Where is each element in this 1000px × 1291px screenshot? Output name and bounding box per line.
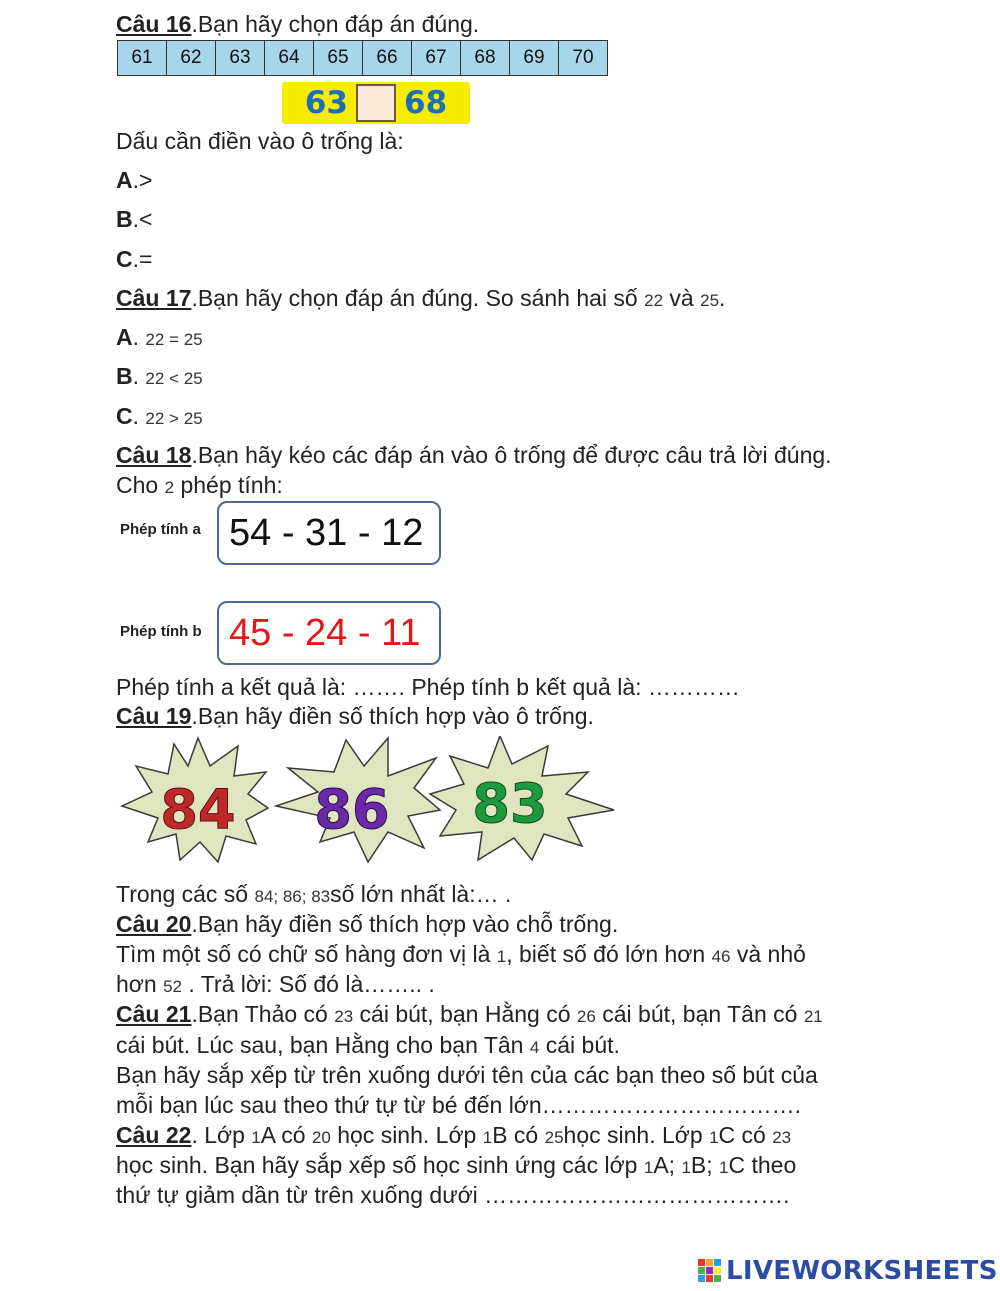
q20-title: Câu 20: [116, 911, 192, 937]
q16-text: .Bạn hãy chọn đáp án đúng.: [191, 11, 480, 37]
q22-num-8: 1: [681, 1158, 691, 1177]
option-text: .<: [132, 206, 153, 232]
q20-line2: [116, 970, 435, 1001]
q18-title: Câu 18: [116, 442, 192, 468]
q22-line3: thứ tự giảm dần từ trên xuống dưới ………………………………….: [116, 1182, 790, 1208]
q20-heading: [116, 910, 618, 938]
strip-cell: 67: [412, 41, 461, 75]
q22-num-5: 1: [709, 1128, 719, 1147]
q22-text-9: B;: [690, 1152, 720, 1178]
option-text: 22 = 25: [145, 330, 203, 349]
liveworksheets-logo: [698, 1256, 998, 1286]
op-b-box: 45 - 24 - 11: [217, 601, 441, 665]
q17-and: và: [663, 285, 701, 311]
strip-cell: 65: [314, 41, 363, 75]
q20-text-2: , biết số đó lớn hơn: [506, 941, 712, 967]
option-letter: C: [116, 403, 133, 429]
strip-cell: 62: [167, 41, 216, 75]
q21-num-1: 23: [334, 1007, 354, 1026]
q18-heading: [116, 441, 832, 469]
q22-text-3: học sinh. Lớp: [330, 1122, 483, 1148]
q21-text-3: cái bút, bạn Tân có: [595, 1001, 804, 1027]
compare-blank-input[interactable]: [356, 84, 396, 122]
q21-text-5: cái bút.: [539, 1032, 620, 1058]
option-letter: A: [116, 324, 133, 350]
q22-num-3: 1: [482, 1128, 493, 1147]
strip-cell: 64: [265, 41, 314, 75]
q22-num-2: 20: [311, 1128, 331, 1147]
q22-line1: [116, 1121, 791, 1152]
strip-cell: 61: [118, 41, 167, 75]
q22-line2: [116, 1151, 796, 1182]
q22-num-7: 1: [643, 1158, 654, 1177]
q21-title: Câu 21: [116, 1001, 192, 1027]
q21-num-2: 26: [576, 1007, 596, 1026]
star-number-83: 83: [472, 772, 548, 835]
q19-numbers: 84; 86; 83: [254, 887, 331, 906]
q20-text-1: Tìm một số có chữ số hàng đơn vị là: [116, 941, 497, 967]
op-b-label: Phép tính b: [120, 623, 202, 640]
q21-num-4: 4: [529, 1038, 540, 1057]
q16-title: Câu 16: [116, 11, 192, 37]
option-letter: A: [116, 167, 133, 193]
q19-line-end: số lớn nhất là:… .: [330, 881, 512, 907]
q19-title: Câu 19: [116, 703, 192, 729]
q22-num-9: 1: [719, 1158, 729, 1177]
option-letter: B: [116, 206, 133, 232]
q21-line1: [116, 1000, 823, 1031]
q22-text-1: . Lớp: [191, 1122, 252, 1148]
q21-text-4: cái bút. Lúc sau, bạn Hằng cho bạn Tân: [116, 1032, 530, 1058]
q16-option-b[interactable]: [116, 205, 152, 233]
q17-option-b[interactable]: B. 22 < 25: [116, 363, 203, 389]
q22-text-10: C theo: [728, 1152, 797, 1178]
q22-text-4: B có: [492, 1122, 545, 1148]
star-number-84: 84: [160, 778, 236, 841]
strip-cell: 69: [510, 41, 559, 75]
q22-text-2: A có: [260, 1122, 312, 1148]
q20-text: .Bạn hãy điền số thích hợp vào chỗ trống.: [191, 911, 619, 937]
q18-count: 2: [164, 478, 175, 497]
q22-num-1: 1: [251, 1128, 261, 1147]
q17-end: .: [719, 285, 726, 311]
q22-title: Câu 22: [116, 1122, 192, 1148]
q18-line2-text: Cho: [116, 472, 165, 498]
liveworksheets-icon: [698, 1259, 722, 1283]
strip-cell: 66: [363, 41, 412, 75]
q17-option-c[interactable]: C. 22 > 25: [116, 403, 203, 429]
q21-line4: mỗi bạn lúc sau theo thứ tự từ bé đến lớn…………………………….: [116, 1092, 802, 1118]
q18-line2-end: phép tính:: [174, 472, 283, 498]
option-letter: C: [116, 246, 133, 272]
option-text: 22 > 25: [145, 409, 203, 428]
q19-text: .Bạn hãy điền số thích hợp vào ô trống.: [191, 703, 594, 729]
q16-heading: [116, 10, 479, 38]
op-a-box: 54 - 31 - 12: [217, 501, 441, 565]
q20-num-1: 1: [496, 947, 507, 966]
strip-cell: 68: [461, 41, 510, 75]
option-text: 22 < 25: [145, 369, 203, 388]
q21-text-2: cái bút, bạn Hằng có: [353, 1001, 577, 1027]
q17-number-1: 22: [644, 291, 664, 310]
q16-prompt: Dấu cần điền vào ô trống là:: [116, 128, 404, 154]
q21-num-3: 21: [803, 1007, 823, 1026]
q17-number-2: 25: [700, 291, 720, 310]
q20-line1: [116, 940, 806, 971]
q22-text-8: A;: [653, 1152, 682, 1178]
compare-right-number: 68: [404, 85, 448, 121]
q20-text-4: hơn: [116, 971, 164, 997]
strip-cell: 63: [216, 41, 265, 75]
option-text: .=: [132, 246, 153, 272]
q20-text-3: và nhỏ: [730, 941, 806, 967]
q20-num-3: 52: [163, 977, 182, 996]
q18-answer-line: Phép tính a kết quả là: ……. Phép tính b kết quả là: …………: [116, 674, 740, 700]
q19-answer-line: [116, 880, 511, 911]
q17-title: Câu 17: [116, 285, 192, 311]
stars-graphic: [118, 736, 618, 864]
q22-text-6: C có: [718, 1122, 773, 1148]
q22-num-6: 23: [772, 1128, 792, 1147]
op-a-label: Phép tính a: [120, 521, 201, 538]
q18-text: .Bạn hãy kéo các đáp án vào ô trống để được câu trả lời đúng.: [191, 442, 832, 468]
q17-option-a[interactable]: A. 22 = 25: [116, 324, 203, 350]
q19-line-text: Trong các số: [116, 881, 255, 907]
brand-name: LIVEWORKSHEETS: [726, 1256, 998, 1286]
q18-line2: [116, 471, 283, 502]
q17-heading: [116, 284, 725, 315]
option-letter: B: [116, 363, 133, 389]
q20-text-5: . Trả lời: Số đó là…….. .: [181, 971, 435, 997]
strip-cell: 70: [559, 41, 607, 75]
q21-line3: Bạn hãy sắp xếp từ trên xuống dưới tên của các bạn theo số bút của: [116, 1062, 818, 1088]
q22-num-4: 25: [544, 1128, 564, 1147]
compare-left-number: 63: [304, 85, 348, 121]
q17-text: .Bạn hãy chọn đáp án đúng. So sánh hai số: [191, 285, 645, 311]
q19-heading: [116, 702, 594, 730]
q22-text-7: học sinh. Bạn hãy sắp xếp số học sinh ứng các lớp: [116, 1152, 644, 1178]
q21-text-1: .Bạn Thảo có: [191, 1001, 335, 1027]
q16-option-c[interactable]: [116, 245, 152, 273]
q21-line2: [116, 1031, 620, 1062]
q22-text-5: học sinh. Lớp: [563, 1122, 710, 1148]
q16-option-a[interactable]: [116, 166, 152, 194]
star-number-86: 86: [314, 778, 390, 841]
compare-box: [282, 82, 470, 124]
option-text: .>: [132, 167, 153, 193]
q20-num-2: 46: [711, 947, 731, 966]
number-strip: [117, 40, 608, 76]
